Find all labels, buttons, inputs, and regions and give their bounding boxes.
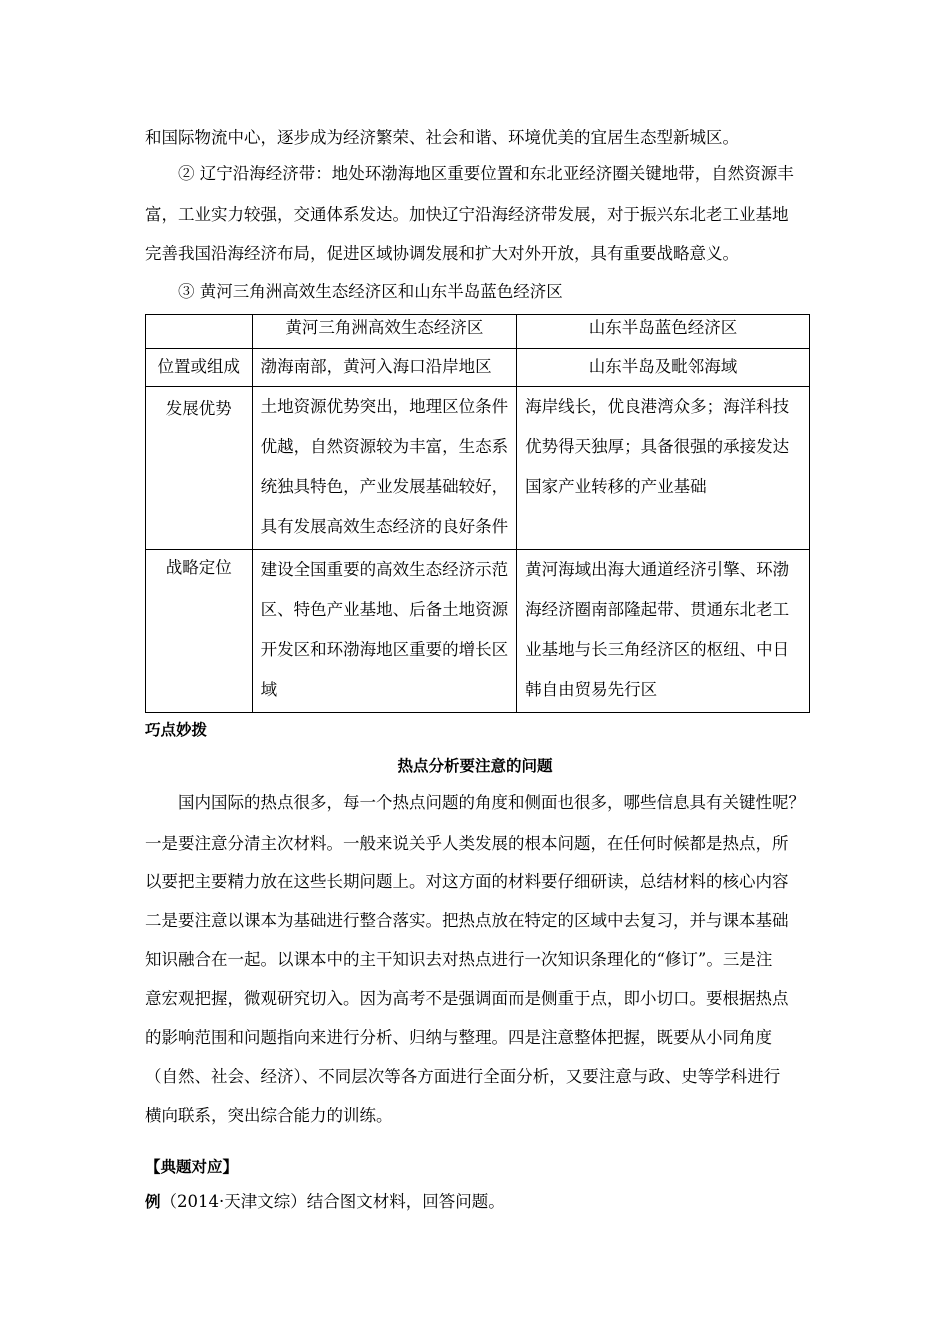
table-caption: ③ 黄河三角洲高效生态经济区和山东半岛蓝色经济区: [178, 282, 563, 301]
intro-line: 完善我国沿海经济布局，促进区域协调发展和扩大对外开放，具有重要战略意义。: [145, 244, 739, 263]
cell-text: 区、特色产业基地、后备土地资源: [260, 600, 509, 619]
example-text: （2014·天津文综）结合图文材料，回答问题。: [160, 1192, 505, 1211]
cell-text: 山东半岛及毗邻海域: [588, 357, 738, 376]
table-cell: [517, 550, 810, 713]
cell-text: 韩自由贸易先行区: [525, 680, 658, 699]
table-row: [146, 550, 810, 713]
intro-line: 和国际物流中心，逐步成为经济繁荣、社会和谐、环境优美的宜居生态型新城区。: [145, 128, 739, 147]
table-header-blank: [146, 315, 253, 349]
body-line: 一是要注意分清主次材料。一般来说关乎人类发展的根本问题，在任何时候都是热点，所: [145, 834, 789, 853]
table-row: [146, 349, 810, 387]
cell-text: 国家产业转移的产业基础: [525, 477, 707, 496]
body-line: 知识融合在一起。以课本中的主干知识去对热点进行一次知识条理化的“修订”。三是注: [145, 950, 773, 969]
table-header-shandong-blue: 山东半岛蓝色经济区: [517, 315, 810, 349]
cell-text: 业基地与长三角经济区的枢纽、中日: [525, 640, 790, 659]
table-cell: [252, 349, 517, 387]
cell-text: 开发区和环渤海地区重要的增长区: [260, 640, 509, 659]
example-line: [145, 1192, 505, 1212]
body-line: （自然、社会、经济）、不同层次等各方面进行全面分析，又要注意与政、史等学科进行: [145, 1067, 781, 1086]
table-header-yellow-river-delta: 黄河三角洲高效生态经济区: [252, 315, 517, 349]
table-cell: [517, 349, 810, 387]
body-line: 的影响范围和问题指向来进行分析、归纳与整理。四是注意整体把握，既要从小同角度: [145, 1028, 772, 1047]
body-line: 横向联系，突出综合能力的训练。: [145, 1106, 393, 1125]
table-cell: [517, 387, 810, 550]
cell-text: 黄河海域出海大通道经济引擎、环渤: [525, 560, 790, 579]
example-label: 例: [145, 1193, 161, 1211]
economic-zone-table: [145, 314, 810, 713]
body-line: 二是要注意以课本为基础进行整合落实。把热点放在特定的区域中去复习，并与课本基础: [145, 911, 789, 930]
article-title: 热点分析要注意的问题: [397, 757, 553, 775]
cell-text: 具有发展高效生态经济的良好条件: [260, 517, 509, 536]
cell-text: 海经济圈南部隆起带、贯通东北老工: [525, 600, 790, 619]
row-label-advantage: 发展优势: [146, 387, 253, 550]
cell-text: 优越，自然资源较为丰富，生态系: [260, 437, 509, 456]
cell-text: 优势得天独厚；具备很强的承接发达: [525, 437, 790, 456]
table-row: [146, 387, 810, 550]
table-cell: [252, 550, 517, 713]
table-cell: [252, 387, 517, 550]
cell-text: 海岸线长，优良港湾众多；海洋科技: [525, 397, 790, 416]
section-heading: 巧点妙拨: [145, 721, 208, 739]
row-label-strategy: 战略定位: [146, 550, 253, 713]
intro-line: 富，工业实力较强，交通体系发达。加快辽宁沿海经济带发展，对于振兴东北老工业基地: [145, 205, 789, 224]
cell-text: 统独具特色，产业发展基础较好，: [260, 477, 509, 496]
cell-text: 域: [260, 680, 278, 699]
body-line: 以要把主要精力放在这些长期问题上。对这方面的材料要仔细研读，总结材料的核心内容: [145, 872, 789, 891]
typical-question-heading: 【典题对应】: [145, 1158, 239, 1176]
table-header-row: [146, 315, 810, 349]
intro-line: ② 辽宁沿海经济带：地处环渤海地区重要位置和东北亚经济圈关键地带，自然资源丰: [178, 164, 794, 183]
cell-text: 建设全国重要的高效生态经济示范: [260, 560, 509, 579]
cell-text: 渤海南部，黄河入海口沿岸地区: [260, 357, 492, 376]
row-label-location: 位置或组成: [146, 349, 253, 387]
cell-text: 土地资源优势突出，地理区位条件: [260, 397, 509, 416]
body-line: 国内国际的热点很多，每一个热点问题的角度和侧面也很多，哪些信息具有关键性呢？: [178, 793, 805, 812]
body-line: 意宏观把握，微观研究切入。因为高考不是强调面而是侧重于点，即小切口。要根据热点: [145, 989, 789, 1008]
